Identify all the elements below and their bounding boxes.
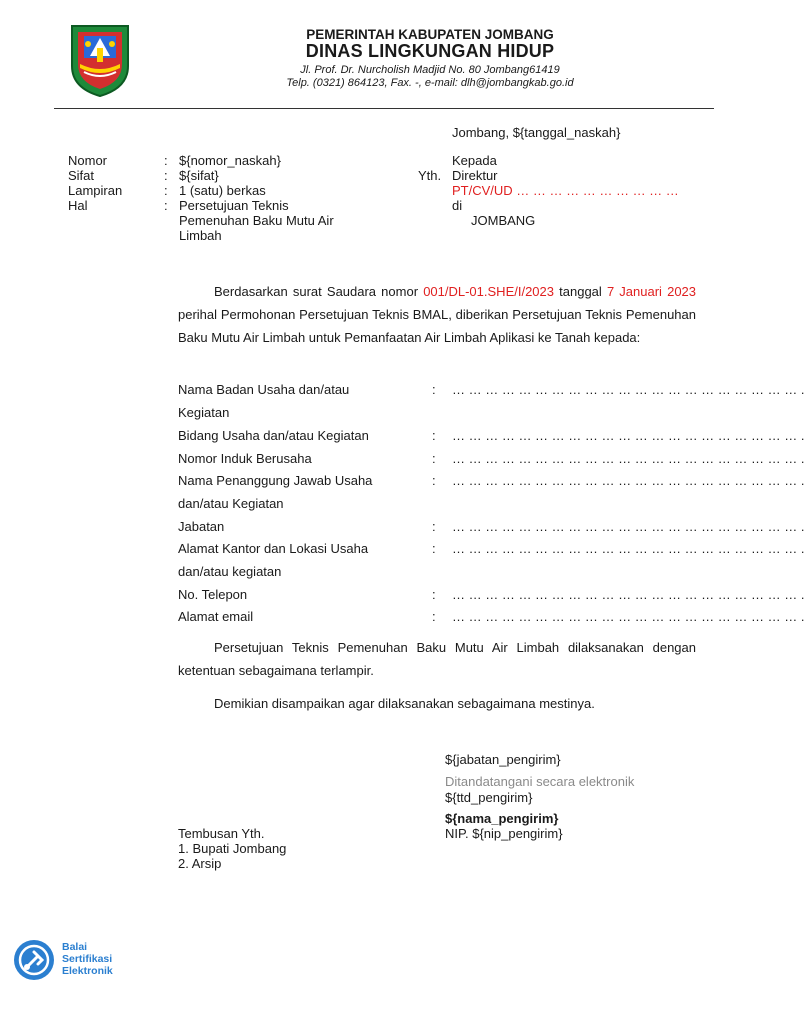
hal-value-line3: Limbah — [179, 228, 222, 243]
recipient-city: JOMBANG — [471, 213, 536, 228]
body-paragraph-1 — [178, 280, 696, 349]
field-label-telepon: No. Telepon — [178, 587, 248, 602]
body-paragraph-2 — [178, 636, 696, 682]
field-colon: : — [432, 451, 436, 466]
field-label-alamat-kantor-cont: dan/atau kegiatan — [178, 564, 282, 579]
sifat-label: Sifat — [68, 168, 95, 183]
field-blank: … … … … … … … … … … … … … … … … … … … … … . — [452, 541, 804, 556]
sifat-colon: : — [164, 168, 168, 183]
recipient-direktur: Direktur — [452, 168, 498, 183]
field-blank: … … … … … … … … … … … … … … … … … … … … … . — [452, 473, 804, 488]
tembusan-item: 2. Arsip — [178, 856, 222, 871]
field-colon: : — [432, 519, 436, 534]
bsre-logo-text — [62, 941, 113, 977]
letterhead-divider — [54, 108, 714, 109]
hal-label: Hal — [68, 198, 88, 213]
p3-text: Demikian disampaikan agar dilaksanakan sebagaimana mestinya. — [214, 696, 595, 711]
signature-name: ${nama_pengirim} — [445, 811, 559, 826]
recipient-di: di — [452, 198, 463, 213]
recipient-company: PT/CV/UD … … … … … … … … … … — [452, 183, 679, 198]
field-label-nama-badan-usaha-cont: Kegiatan — [178, 405, 230, 420]
field-blank: … … … … … … … … … … … … … … … … … … … … … . — [452, 451, 804, 466]
jombang-regency-emblem — [68, 22, 132, 98]
field-colon: : — [432, 428, 436, 443]
lampiran-colon: : — [164, 183, 168, 198]
bsre-line3: Elektronik — [62, 965, 113, 977]
recipient-yth: Yth. — [418, 168, 442, 183]
p2-text: Persetujuan Teknis Pemenuhan Baku Mutu Air Limbah dilaksanakan dengan ketentuan sebagaimana terlampir. — [178, 640, 696, 678]
letterhead-government: PEMERINTAH KABUPATEN JOMBANG — [306, 27, 554, 42]
tembusan-item: 1. Bupati Jombang — [178, 841, 287, 856]
field-blank: … … … … … … … … … … … … … … … … … … … … … . — [452, 609, 804, 624]
body-paragraph-3 — [178, 692, 696, 715]
signature-jabatan: ${jabatan_pengirim} — [445, 752, 561, 767]
field-colon: : — [432, 473, 436, 488]
field-label-bidang-usaha: Bidang Usaha dan/atau Kegiatan — [178, 428, 369, 443]
nomor-colon: : — [164, 153, 168, 168]
field-colon: : — [432, 587, 436, 602]
field-label-email: Alamat email — [178, 609, 254, 624]
field-label-penanggung-jawab: Nama Penanggung Jawab Usaha — [178, 473, 373, 488]
field-blank: … … … … … … … … … … … … … … … … … … … … … . — [452, 428, 804, 443]
recipient-kepada: Kepada — [452, 153, 497, 168]
field-blank: … … … … … … … … … … … … … … … … … … … … … . — [452, 519, 804, 534]
field-colon: : — [432, 541, 436, 556]
p1-text-c: perihal Permohonan Persetujuan Teknis BMAL, diberikan Persetujuan Teknis Pemenuhan Baku Mutu Air Limbah untuk Pemanfaatan Air Limbah Aplikasi ke Tanah kepada: — [178, 307, 696, 345]
letterhead-agency: DINAS LINGKUNGAN HIDUP — [305, 41, 555, 61]
tembusan-title: Tembusan Yth. — [178, 826, 265, 841]
p1-text-a: Berdasarkan surat Saudara nomor — [214, 284, 424, 299]
place-date: Jombang, ${tanggal_naskah} — [452, 125, 621, 140]
lampiran-label: Lampiran — [68, 183, 123, 198]
reference-date: 7 Januari 2023 — [606, 284, 697, 299]
letterhead-address: Jl. Prof. Dr. Nurcholish Madjid No. 80 Jombang61419 — [300, 64, 560, 76]
field-label-nomor-induk-berusaha: Nomor Induk Berusaha — [178, 451, 312, 466]
p1-text-b: tanggal — [554, 284, 607, 299]
field-label-alamat-kantor: Alamat Kantor dan Lokasi Usaha — [178, 541, 369, 556]
bsre-line2: Sertifikasi — [62, 953, 113, 965]
signature-nip: NIP. ${nip_pengirim} — [445, 826, 563, 841]
hal-colon: : — [164, 198, 168, 213]
hal-value-line1: Persetujuan Teknis — [179, 198, 289, 213]
field-label-nama-badan-usaha: Nama Badan Usaha dan/atau — [178, 382, 350, 397]
sifat-value: ${sifat} — [179, 168, 219, 183]
field-label-jabatan: Jabatan — [178, 519, 225, 534]
field-blank: … … … … … … … … … … … … … … … … … … … … … . — [452, 382, 804, 397]
letterhead-contact: Telp. (0321) 864123, Fax. -, e-mail: dlh@jombangkab.go.id — [286, 77, 574, 89]
bsre-line1: Balai — [62, 941, 88, 953]
hal-value-line2: Pemenuhan Baku Mutu Air — [179, 213, 334, 228]
field-blank: … … … … … … … … … … … … … … … … … … … … … . — [452, 587, 804, 602]
bsre-logo-icon — [12, 938, 56, 982]
field-label-penanggung-jawab-cont: dan/atau Kegiatan — [178, 496, 284, 511]
nomor-value: ${nomor_naskah} — [179, 153, 281, 168]
field-colon: : — [432, 609, 436, 624]
nomor-label: Nomor — [68, 153, 108, 168]
signature-ttd: ${ttd_pengirim} — [445, 790, 533, 805]
field-colon: : — [432, 382, 436, 397]
signature-electronic-note: Ditandatangani secara elektronik — [445, 774, 635, 789]
reference-number: 001/DL-01.SHE/I/2023 — [423, 284, 554, 299]
lampiran-value: 1 (satu) berkas — [179, 183, 266, 198]
